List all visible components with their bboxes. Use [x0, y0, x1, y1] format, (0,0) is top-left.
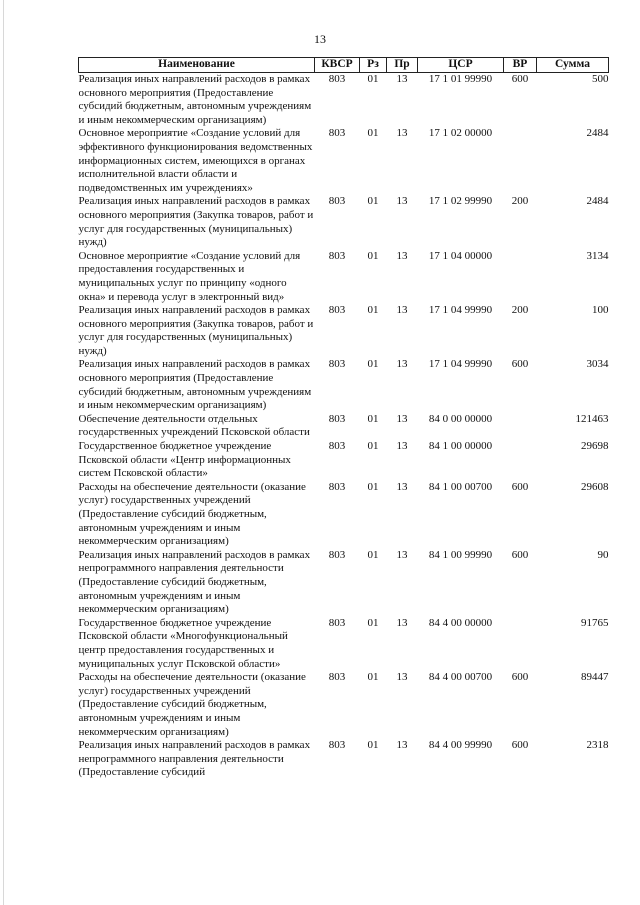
cell-sum: 3134: [586, 249, 609, 262]
table-body: [79, 73, 609, 780]
scan-edge-line: [3, 0, 4, 905]
table-row: [79, 304, 609, 358]
cell-kvsr: 803: [328, 249, 346, 262]
cell-pr: 13: [396, 249, 408, 262]
cell-name: Основное мероприятие «Создание условий для предоставления государственных и муниципальных услуг по принципу «одного окна» и перевода услуг в электронный вид»: [78, 249, 301, 303]
cell-name: Государственное бюджетное учреждение Псковской области «Многофункциональный центр предоставления государственных и муниципальных услуг Псковской области»: [78, 616, 288, 670]
cell-vr: 600: [511, 548, 529, 561]
cell-rz: 01: [367, 127, 379, 140]
header-vr: ВР: [504, 58, 537, 73]
budget-table: [78, 57, 609, 780]
cell-vr: 600: [511, 480, 529, 493]
cell-vr: 200: [511, 195, 529, 208]
cell-sum: 90: [597, 548, 609, 561]
cell-kvsr: 803: [328, 412, 346, 425]
cell-kvsr: 803: [328, 127, 346, 140]
cell-pr: 13: [396, 616, 408, 629]
cell-vr: [504, 127, 537, 195]
cell-name: Обеспечение деятельности отдельных государственных учреждений Псковской области: [78, 412, 310, 439]
cell-kvsr: 803: [328, 739, 346, 752]
table-row: [79, 127, 609, 195]
cell-kvsr: 803: [328, 358, 346, 371]
cell-csr: 17 1 02 00000: [428, 127, 493, 140]
cell-vr: 600: [511, 73, 529, 85]
cell-rz: 01: [367, 358, 379, 371]
cell-sum: 500: [592, 73, 609, 85]
table-row: [79, 481, 609, 549]
cell-pr: 13: [396, 195, 408, 208]
cell-rz: 01: [367, 412, 379, 425]
cell-kvsr: 803: [328, 671, 346, 684]
cell-rz: 01: [367, 195, 379, 208]
cell-vr: 600: [511, 671, 529, 684]
cell-rz: 01: [367, 548, 379, 561]
table-row: [79, 413, 609, 440]
cell-name: Основное мероприятие «Создание условий для эффективного функционирования ведомственных информационных систем, имеющихся в органах исполнительной власти области и подведомственных им учреждениях»: [78, 127, 313, 194]
cell-csr: 84 4 00 00700: [428, 671, 493, 684]
cell-rz: 01: [367, 739, 379, 752]
cell-rz: 01: [367, 616, 379, 629]
cell-vr: [504, 440, 537, 481]
cell-rz: 01: [367, 671, 379, 684]
cell-sum: 89447: [581, 671, 609, 684]
table-row: [79, 739, 609, 780]
cell-pr: 13: [396, 412, 408, 425]
table-row: [79, 73, 609, 128]
table-row: [79, 440, 609, 481]
table-row: [79, 250, 609, 304]
header-rz: Рз: [360, 58, 387, 73]
cell-kvsr: 803: [328, 480, 346, 493]
cell-pr: 13: [396, 358, 408, 371]
page-number: 13: [314, 32, 326, 46]
cell-name: Расходы на обеспечение деятельности (оказание услуг) государственных учреждений (Предоставление субсидий бюджетным, автономным учреждениям и иным некоммерческим организациям): [78, 480, 306, 548]
cell-rz: 01: [367, 73, 379, 85]
header-name: Наименование: [79, 58, 315, 73]
cell-name: Реализация иных направлений расходов в рамках основного мероприятия (Закупка товаров, работ и услуг для государственных (муниципальных) нужд): [78, 195, 314, 249]
cell-name: Реализация иных направлений расходов в рамках основного мероприятия (Закупка товаров, работ и услуг для государственных (муниципальных) нужд): [78, 304, 314, 357]
cell-name: Реализация иных направлений расходов в рамках основного мероприятия (Предоставление субсидий бюджетным, автономным учреждениям и иным некоммерческим организациям): [78, 358, 312, 412]
cell-sum: 2318: [586, 739, 609, 752]
cell-csr: 84 4 00 99990: [428, 739, 493, 752]
cell-kvsr: 803: [328, 304, 346, 317]
cell-pr: 13: [396, 304, 408, 317]
table-row: [79, 549, 609, 617]
cell-sum: 100: [592, 304, 609, 317]
cell-sum: 29698: [581, 440, 609, 453]
cell-pr: 13: [396, 739, 408, 752]
header-pr: Пр: [387, 58, 418, 73]
cell-name: Реализация иных направлений расходов в рамках основного мероприятия (Предоставление субсидий бюджетным, автономным учреждениям и иным некоммерческим организациям): [78, 73, 312, 126]
cell-kvsr: 803: [328, 440, 346, 453]
cell-kvsr: 803: [328, 548, 346, 561]
cell-pr: 13: [396, 127, 408, 140]
cell-vr: [504, 413, 537, 440]
cell-csr: 84 0 00 00000: [428, 412, 493, 425]
cell-csr: 17 1 04 99990: [428, 358, 493, 371]
table-row: [79, 617, 609, 671]
cell-pr: 13: [396, 73, 408, 85]
cell-rz: 01: [367, 304, 379, 317]
cell-pr: 13: [396, 548, 408, 561]
cell-kvsr: 803: [328, 73, 346, 85]
cell-rz: 01: [367, 440, 379, 453]
cell-pr: 13: [396, 440, 408, 453]
header-kvsr: КВСР: [315, 58, 360, 73]
cell-name: Реализация иных направлений расходов в рамках непрограммного направления деятельности (Предоставление субсидий: [78, 739, 311, 779]
cell-kvsr: 803: [328, 195, 346, 208]
cell-name: Государственное бюджетное учреждение Псковской области «Центр информационных систем Псковской области»: [78, 440, 291, 480]
cell-vr: 600: [511, 739, 529, 752]
cell-csr: 84 4 00 00000: [428, 616, 493, 629]
cell-name: Расходы на обеспечение деятельности (оказание услуг) государственных учреждений (Предоставление субсидий бюджетным, автономным учреждениям и иным некоммерческим организациям): [78, 671, 306, 738]
cell-sum: 2484: [586, 195, 609, 208]
cell-vr: 600: [511, 358, 529, 371]
cell-name: Реализация иных направлений расходов в рамках непрограммного направления деятельности (Предоставление субсидий бюджетным, автономным учреждениям и иным некоммерческим организациям): [78, 548, 311, 616]
cell-sum: 29608: [581, 480, 609, 493]
header-sum: Сумма: [537, 58, 609, 73]
cell-kvsr: 803: [328, 616, 346, 629]
cell-rz: 01: [367, 480, 379, 493]
cell-sum: 2484: [586, 127, 609, 140]
cell-vr: [504, 250, 537, 304]
cell-csr: 84 1 00 99990: [428, 548, 493, 561]
cell-vr: 200: [511, 304, 529, 317]
cell-pr: 13: [396, 480, 408, 493]
header-csr: ЦСР: [418, 58, 504, 73]
table-row: [79, 358, 609, 412]
cell-csr: 17 1 01 99990: [428, 73, 493, 85]
cell-csr: 17 1 02 99990: [428, 195, 493, 208]
cell-sum: 91765: [581, 616, 609, 629]
cell-rz: 01: [367, 249, 379, 262]
cell-sum: 3034: [586, 358, 609, 371]
table-row: [79, 195, 609, 249]
table-row: [79, 671, 609, 739]
cell-csr: 84 1 00 00700: [428, 480, 493, 493]
cell-csr: 17 1 04 00000: [428, 249, 493, 262]
cell-vr: [504, 617, 537, 671]
cell-csr: 17 1 04 99990: [428, 304, 493, 317]
table-header: [79, 58, 609, 73]
cell-csr: 84 1 00 00000: [428, 440, 493, 453]
cell-pr: 13: [396, 671, 408, 684]
cell-sum: 121463: [575, 412, 609, 425]
